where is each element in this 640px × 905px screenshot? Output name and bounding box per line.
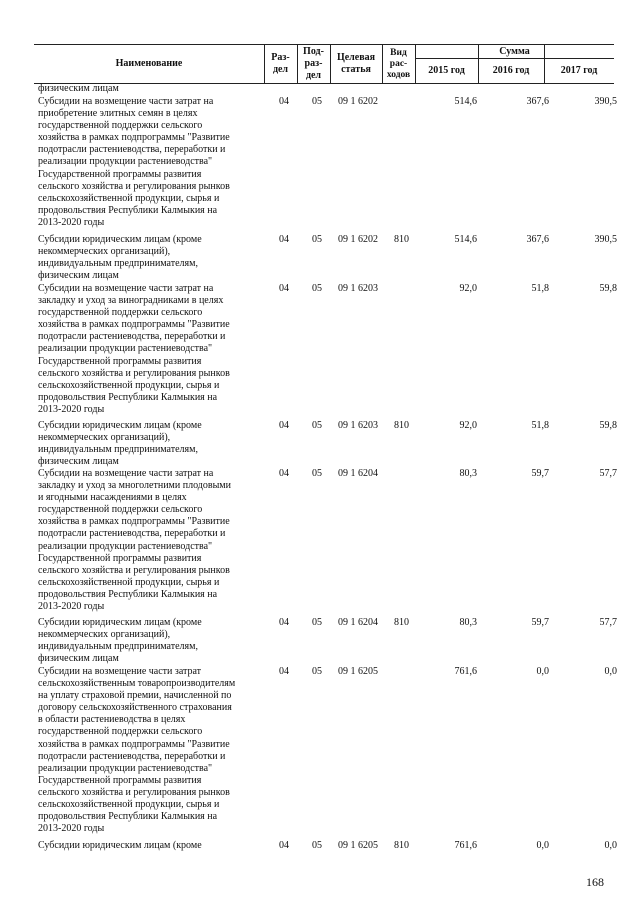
row-2016: 0,0 [536, 666, 549, 677]
row-2017: 59,8 [599, 420, 617, 431]
row-target: 09 1 6205 [338, 840, 378, 851]
row-podrazdel: 05 [312, 234, 322, 245]
row-razdel: 04 [279, 283, 289, 294]
row-2017: 0,0 [604, 840, 617, 851]
row-razdel: 04 [279, 96, 289, 107]
row-name: Субсидии юридическим лицам (кроме некоммерческих организаций), индивидуальным предпринимателям, физическим лицам [38, 617, 202, 665]
row-target: 09 1 6204 [338, 468, 378, 479]
row-2016: 59,7 [531, 468, 549, 479]
header-2017: 2017 год [560, 64, 598, 76]
row-2015: 80,3 [459, 468, 477, 479]
row-vid: 810 [394, 617, 409, 628]
row-name: Субсидии на возмещение части затрат на приобретение элитных семян в целях государственной поддержки сельского хозяйства в рамках подпрограммы "Развитие подотрасли растениеводства, переработки и реализации продукции растениеводства" Государственной программы развития сельского хозяйства и регулирования рынков сельскохозяйственной продукции, сырья и продовольствия Республики Калмыкия на 2013-2020 годы [38, 96, 230, 228]
row-razdel: 04 [279, 234, 289, 245]
header-vid: Вид рас- ходов [386, 47, 411, 80]
row-podrazdel: 05 [312, 840, 322, 851]
row-2017: 390,5 [594, 234, 617, 245]
row-2015: 92,0 [459, 420, 477, 431]
row-podrazdel: 05 [312, 96, 322, 107]
row-podrazdel: 05 [312, 617, 322, 628]
row-target: 09 1 6203 [338, 283, 378, 294]
row-vid: 810 [394, 420, 409, 431]
row-2016: 51,8 [531, 420, 549, 431]
row-2017: 57,7 [599, 617, 617, 628]
row-target: 09 1 6203 [338, 420, 378, 431]
row-2015: 761,6 [454, 666, 477, 677]
row-vid: 810 [394, 234, 409, 245]
row-podrazdel: 05 [312, 420, 322, 431]
row-2016: 0,0 [536, 840, 549, 851]
row-target: 09 1 6204 [338, 617, 378, 628]
row-vid: 810 [394, 840, 409, 851]
header-podrazdel: Под- раз- дел [303, 46, 324, 81]
row-2016: 367,6 [526, 234, 549, 245]
row-target: 09 1 6202 [338, 96, 378, 107]
row-razdel: 04 [279, 468, 289, 479]
row-name: Субсидии юридическим лицам (кроме [38, 840, 202, 851]
table-header [34, 44, 614, 84]
header-2015: 2015 год [428, 64, 465, 76]
row-2015: 80,3 [459, 617, 477, 628]
row-2017: 57,7 [599, 468, 617, 479]
row-2015: 514,6 [454, 96, 477, 107]
row-name: Субсидии на возмещение части затрат на закладку и уход за многолетними плодовыми и ягодными насаждениями в целях государственной поддержки сельского хозяйства в рамках подпрограммы "Развитие подотрасли растениеводства, переработки и реализации продукции растениеводства" Государственной программы развития сельского хозяйства и регулирования рынков сельскохозяйственной продукции, сырья и продовольствия Республики Калмыкия на 2013-2020 годы [38, 468, 231, 613]
header-2016: 2016 год [492, 64, 530, 76]
row-razdel: 04 [279, 840, 289, 851]
row-2017: 0,0 [604, 666, 617, 677]
row-name: Субсидии юридическим лицам (кроме некоммерческих организаций), индивидуальным предпринимателям, физическим лицам [38, 234, 202, 282]
row-2015: 514,6 [454, 234, 477, 245]
row-name: Субсидии юридическим лицам (кроме некоммерческих организаций), индивидуальным предпринимателям, физическим лицам [38, 420, 202, 468]
row-razdel: 04 [279, 420, 289, 431]
page-number: 168 [586, 875, 604, 889]
row-target: 09 1 6205 [338, 666, 378, 677]
header-razdel: Раз- дел [271, 52, 290, 75]
row-2017: 59,8 [599, 283, 617, 294]
row-podrazdel: 05 [312, 468, 322, 479]
row-2015: 92,0 [459, 283, 477, 294]
row-target: 09 1 6202 [338, 234, 378, 245]
row-name: Субсидии на возмещение части затрат сельскохозяйственным товаропроизводителям на уплату страховой премии, начисленной по договору сельскохозяйственного страхования в области растениеводства в целях государственной поддержки сельского хозяйства в рамках подпрограммы "Развитие подотрасли растениеводства, переработки и реализации продукции растениеводства" Государственной программы развития сельского хозяйства и регулирования рынков сельскохозяйственной продукции, сырья и продовольствия Республики Калмыкия на 2013-2020 годы [38, 666, 236, 835]
row-podrazdel: 05 [312, 283, 322, 294]
row-podrazdel: 05 [312, 666, 322, 677]
header-name: Наименование [115, 58, 183, 69]
row-razdel: 04 [279, 666, 289, 677]
header-target: Целевая статья [336, 52, 376, 75]
row-name: Субсидии на возмещение части затрат на закладку и уход за виноградниками в целях государственной поддержки сельского хозяйства в рамках подпрограммы "Развитие подотрасли растениеводства, переработки и реализации продукции растениеводства" Государственной программы развития сельского хозяйства и регулирования рынков сельскохозяйственной продукции, сырья и продовольствия Республики Калмыкия на 2013-2020 годы [38, 283, 230, 415]
row-2016: 59,7 [531, 617, 549, 628]
row-2016: 51,8 [531, 283, 549, 294]
row-razdel: 04 [279, 617, 289, 628]
row-2016: 367,6 [526, 96, 549, 107]
row-2015: 761,6 [454, 840, 477, 851]
header-sum: Сумма [499, 45, 530, 57]
row-name: физическим лицам [38, 83, 119, 94]
row-2017: 390,5 [594, 96, 617, 107]
